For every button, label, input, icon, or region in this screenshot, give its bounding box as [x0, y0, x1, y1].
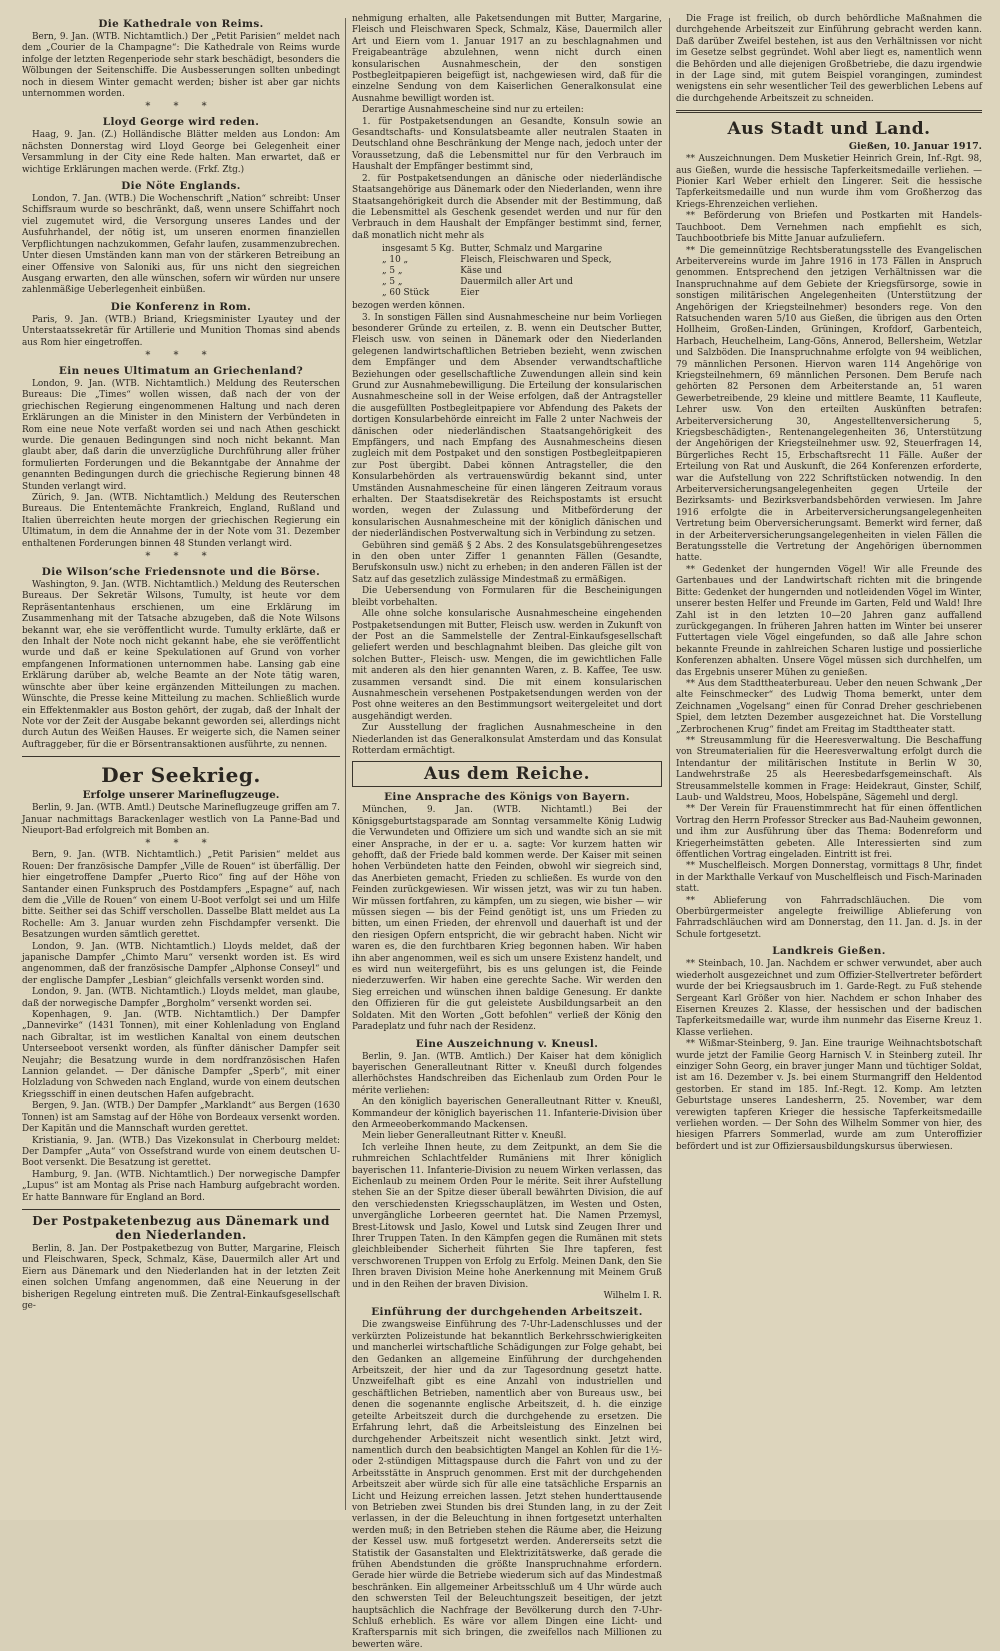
quantity-list — [382, 244, 618, 299]
section-rule — [676, 110, 982, 113]
article-text: Haag, 9. Jan. (Z.) Holländische Blätter melden aus London: Am nächsten Donnerstag wird Lloyd George bei Gelegenheit einer Versammlung in der City eine Rede halten. Man erwartet, daß er wichtige Erklärungen machen werde. (Frkf. Ztg.) — [22, 130, 340, 175]
article-title: Die Kathedrale von Reims. — [98, 18, 264, 30]
article-text: Alle ohne solche konsularische Ausnahmescheine eingehenden Postpaketsendungen mit Butter, Fleisch usw. werden in Zukunft von der Post an die Sammelstelle der Zentral-Einkaufsgesellschaft geliefert werden und beschlagnahmt bleiben. Das gleiche gilt von solchen Butter-, Fleisch- usw. Mengen, die im gewichtlichen Falle mit anderen als den hier genannten Waren, z. B. Kaffee, Tee usw. zusammen versandt sind. Die mit einem konsularischen Ausnahmeschein versehenen Postpaketsendungen werden von der Post ohne weiteres an den Bestimmungsort weitergeleitet und dort ausgehändigt werden. — [352, 609, 662, 722]
article-text: ** Wißmar-Steinberg, 9. Jan. Eine traurige Weihnachtsbotschaft wurde jetzt der Familie Georg Harnisch V. in Steinberg zuteil. Ihr einziger Sohn Georg, ein braver junger Mann und tüchtiger Soldat, ist am 16. Dezember v. Js. bei einem Sturmangriff den Heldentod gestorben. Er stand im 185. Inf.-Regt. 12. Komp. Am letzten Geburtstage unseres Landesherrn, 25. November, war dem verewigten tapferen Krieger die hessische Tapferkeitsmedaille verliehen worden. — Der Sohn des Wilhelm Sommer von hier, des hiesigen Pfarrers Sommerlad, wurde am zum Unteroffizier befördert und ist zur Offiziersausbildungskursus überwiesen. — [676, 1039, 982, 1152]
article-text: London, 9. Jan. (WTB. Nichtamtlich.) Meldung des Reuterschen Bureaus: Die „Times“ wollen wissen, daß nach der von der griechischen Regierung eingenommenen Haltung und nach deren Erklärungen an die Minister in den Ministern der Verbündeten in Rom eine neue Note verfaßt worden sei und nach Athen geschickt wurde. Die genauen Bedingungen sind noch nicht bekannt. Man glaubt aber, daß darin die unverzügliche Durchführung aller früher formulierten Forderungen und die Bekanntgabe der Annahme der genannten Bedingungen durch die griechische Regierung binnen 48 Stunden verlangt wird. — [22, 378, 340, 492]
article-title: Eine Ansprache des Königs von Bayern. — [384, 791, 630, 804]
article-title: Ein neues Ultimatum an Griechenland? — [58, 364, 304, 377]
article-text: ** Gedenket der hungernden Vögel! Wir alle Freunde des Gartenbaues und der Landwirtschaft richten mit die bringende Bitte: Gedenket der hungernden und notleidenden Vögel im Winter, unserer besten Helfer und Freunde im Garten, Feld und Wald! Ihre Zahl ist in den letzten 10—20 Jahren ganz auffallend zurückgegangen. In früheren Jahren hatten im Winter bei unserer Futtertagen viele Vögel eingefunden, so daß alle Jahre schon bekannte Freunde in zahlreichen Scharen lustige und possierliche Konferenzen abhalten. Unsere Vögel müssen sich durchhelfen, um das Ergebnis unserer Mühen zu genießen. — [676, 564, 982, 678]
article-text: Paris, 9. Jan. (WTB.) Briand, Kriegsminister Lyautey und der Unterstaatssekretär für Artillerie und Munition Thomas sind abends aus Rom hier eingetroffen. — [22, 314, 340, 348]
list-label: Dauermilch aller Art und — [460, 277, 573, 288]
article-title: Landkreis Gießen. — [772, 945, 886, 958]
article-title: Die Nöte Englands. — [121, 180, 241, 193]
list-qty: „ 5 „ — [382, 266, 403, 277]
article-text: Bergen, 9. Jan. (WTB.) Der Dampfer „Marklandt“ aus Bergen (1630 Tonnen) ist am Samstag auf der Höhe von Bordeaux versenkt worden. Der Kapitän und die Mannschaft wurden gerettet. — [22, 1101, 340, 1135]
separator-stars: * * * — [145, 838, 217, 850]
section-subtitle: Erfolge unserer Marineflugzeuge. — [82, 789, 280, 802]
separator-stars: * * * — [145, 349, 217, 361]
section-title: Aus dem Reiche. — [424, 764, 590, 785]
column-divider — [345, 18, 346, 1510]
article-text: Washington, 9. Jan. (WTB. Nichtamtlich.) Meldung des Reuterschen Bureaus. Der Sekretär Wilsons, Tumulty, ist heute vor dem Repräsentantenhaus erschienen, um eine Erklärung im Zusammenhang mit der Tatsache abzugeben, daß die Note Wilsons bekannt war, ehe sie veröffentlicht wurde. Tumulty erklärte, daß er den Inhalt der Note noch nicht gekannt habe, ehe sie veröffentlicht wurde und daß er keine Spekulationen auf Grund von vorher empfangenen Informationen unternommen habe. Lansing gab eine Erklärung darüber ab, welche Beamte an der Note tätig waren, wünschte aber über keine ergänzenden Mitteilungen zu machen. Wünschte, die Presse keine Mitteilung zu machen. Schließlich wurde ein Effektenmakler aus Boston gehört, der zugab, daß der Inhalt der Note vor der Zeit der Ausgabe bekannt geworden sei, allerdings nicht durch Autun des Weißen Hauses. Er weigerte sich, die Namen seiner Auftraggeber, für die er Börsentransaktionen ausführte, zu nennen. — [22, 580, 340, 750]
article-title: Lloyd George wird reden. — [102, 116, 260, 129]
list-qty: „ 60 Stück — [382, 288, 430, 299]
list-item — [382, 255, 618, 266]
article-text: Die Frage ist freilich, ob durch behördliche Maßnahmen die durchgehende Arbeitszeit zur Einführung gebracht werden kann. Daß darüber Zweifel bestehen, ist aus den Verhältnissen vor nicht im Gesetze selbst gegründet. Wohl aber liegt es, namentlich wenn die Behörden und alle diejenigen Großbetriebe, die dazu irgendwie in der Lage sind, mit gutem Beispiel vorangingen, zumindest wenigstens ein sehr wesentlicher Teil des gewerblichen Lebens auf die durchgehende Arbeitszeit zu schneiden. — [676, 14, 982, 104]
section-rule — [22, 756, 340, 757]
article-text: ** Aus dem Stadttheaterbureau. Ueber den neuen Schwank „Der alte Feinschmecker“ des Ludwig Thoma bemerkt, unter dem Zeichnamen „Vogelsang“ einen für Conrad Dreher geschriebenen Spiel, dem letzten Dezember ausgezeichnet hat. Die Vorstellung „Zerbrochenen Krug“ findet am Freitag im Stadttheater statt. — [676, 678, 982, 735]
article-text: Berlin, 8. Jan. Der Postpaketbezug von Butter, Margarine, Fleisch und Fleischwaren, Speck, Schmalz, Käse, Dauermilch aller Art und Eiern aus Dänemark und den Niederlanden hat in der letzten Zeit einen solchen Umfang angenommen, daß eine Neuerung in der bisherigen Regelung eintreten muß. Die Zentral-Einkaufsgesellschaft ge- — [22, 1243, 340, 1311]
article-text: 3. In sonstigen Fällen sind Ausnahmescheine nur beim Vorliegen besonderer Gründe zu erteilen, z. B. wenn ein Deutscher Butter, Fleisch usw. von seinen in Dänemark oder den Niederlanden gelegenen landwirtschaftlichen Betrieben bezieht, wenn zwischen dem Empfänger und dem Absender verwandtschaftliche Beziehungen oder gesellschaftliche Zuwendungen allein sind kein Grund zur Ausnahmebewilligung. Die Erteilung der konsularischen Ausnahmescheine soll in der Weise erfolgen, daß der Antragsteller die ausgefüllten Postbegleitpapiere vor Abfendung des Pakets der dortigen Konsularbehörde einreicht im Falle 2 unter Nachweis der dänischen oder niederländischen Staatsangehörigkeit des Empfängers, und nach Empfang des Ausnahmescheins diesen zugleich mit dem Postpaket und den sonstigen Postbegleitpapieren zur Post übergibt. Dabei können Antragsteller, die den Konsularbehörden als vertrauenswürdig bekannt sind, unter Umständen Ausnahmescheine für einen längeren Zeitraum voraus erhalten. Der Staatsdisekretär des Reichspostamts ist ersucht worden, wegen der Zulassung und Mitbeförderung der konsularischen Ausnahmescheine mit der königlich dänischen und der niederländischen Postverwaltung sich in Verbindung zu setzen. — [352, 312, 662, 540]
article-text: An den königlich bayerischen Generalleutnant Ritter v. Kneußl, Kommandeur der königlich bayerischen 11. Infanterie-Division über den Armeeoberkommando Mackensen. — [352, 1097, 662, 1130]
separator-stars: * * * — [145, 551, 217, 563]
article-title: Einführung der durchgehenden Arbeitszeit. — [371, 1306, 643, 1319]
article-text: Bern, 9. Jan. (WTB. Nichtamtlich.) Der „Petit Parisien“ meldet nach dem „Courier de la Champagne“: Die Kathedrale von Reims wurde infolge der letzten Regenperiode sehr stark beschädigt, besonders die Wölbungen der Seitenschiffe. Die Ausbesserungen sollten unbedingt noch in diesem Winter gemacht werden; bisher ist aber gar nichts unternommen worden. — [22, 32, 340, 100]
list-qty: insgesamt 5 Kg. — [382, 244, 455, 255]
article-text: nehmigung erhalten, alle Paketsendungen mit Butter, Margarine, Fleisch und Fleischwaren Speck, Schmalz, Käse, Dauermilch aller Art und Eiern vom 1. Januar 1917 an zu beschlagnahmen und Freigabeanträge abzulehnen, wenn nicht durch einen konsularischen Ausnahmeschein, der den sonstigen Postbegleitpapieren beigefügt ist, nachgewiesen wird, daß für die einzelne Sendung von dem Kaiserlichen Generalkonsulat eine Ausnahme bewilligt worden ist. — [352, 14, 662, 104]
article-text: Berlin, 9. Jan. (WTB. Amtl.) Deutsche Marineflugzeuge griffen am 7. Januar nachmittags Barackenlager westlich von La Panne-Bad und Nieuport-Bad erfolgreich mit Bomben an. — [22, 803, 340, 836]
article-text: ** Ablieferung von Fahrradschläuchen. Die vom Oberbürgermeister angelegte freiwillige Ablieferung von Fahrradschläuchen wird am Donnerstag, den 11. Jan. d. Js. in der Schule fortgesetzt. — [676, 895, 982, 940]
separator-stars: * * * — [145, 101, 217, 113]
list-label: Butter, Schmalz und Margarine — [460, 244, 603, 255]
article-text: 2. für Postpaketsendungen an dänische oder niederländische Staatsangehörige aus Dänemark oder den Niederlanden, wenn ihre Staatsangehörigkeit durch die Absender mit der Bestimmung, daß die Lebensmittel als Geschenk gesendet werden und nur für den Verbrauch in dem Haushalt der Empfänger bestimmt sind, ferner, daß monatlich nicht mehr als — [352, 173, 662, 241]
article-text: Derartige Ausnahmescheine sind nur zu erteilen: — [362, 105, 584, 116]
list-item — [382, 277, 618, 288]
section-title: Der Seekrieg. — [101, 763, 261, 788]
article-text: Gebühren sind gemäß § 2 Abs. 2 des Konsulatsgebührengesetzes in den oben unter Ziffer 1 genannten Fällen (Gesandte, Berufskonsuln usw.) nicht zu erheben; in den anderen Fällen ist der Satz auf das gesetzlich zulässige Mindestmaß zu ermäßigen. — [352, 540, 662, 585]
list-label: Eier — [460, 288, 480, 299]
article-text: Hamburg, 9. Jan. (WTB. Nichtamtlich.) Der norwegische Dampfer „Lupus“ ist am Montag als Prise nach Hamburg aufgebracht worden. Er hatte Bannware für England an Bord. — [22, 1169, 340, 1203]
dateline: Gießen, 10. Januar 1917. — [848, 141, 982, 153]
article-text: München, 9. Jan. (WTB. Nichtamtl.) Bei der Königsgeburtstagsparade am Sonntag versammelte König Ludwig die Verwundeten und Offiziere um sich und wandte sich an sie mit einer Ansprache, in der er u. a. sagte: Vor kurzem hatten wir gehofft, daß der Friede bald kommen werde. Der Kaiser mit seinen hohen Verbündeten hatte den Feinden, obwohl wir siegreich sind, das Anerbieten gemacht, Frieden zu schließen. Es wurde von den Feinden zurückgewiesen. Wir wissen jetzt, was wir zu tun haben. Wir müssen fortfahren, zu kämpfen, um zu siegen, wie bisher — wir müssen siegen — bis der Feind genötigt ist, uns um Frieden zu bitten, um einen Frieden, der ehrenvoll und dauerhaft ist und der den riesigen Opfern entspricht, die wir gebracht haben. Nicht wir waren es, die den furchtbaren Krieg begonnen haben. Wir haben ihn aber angenommen, weil es sich um unsere Existenz handelt, und es wird nun weitergeführt, bis es uns gelungen ist, die Feinde niederzuwerfen. Wir haben eine gerechte Sache. Wir werden den Sieg erreichen und wünschen ihnen baldige Genesung. Er dankte den Offizieren für die gut geleistete Ausbildungsarbeit an den Soldaten. Mit den Worten „Gott befohlen“ verließ der König den Paradeplatz und fuhr nach der Residenz. — [352, 805, 662, 1033]
article-text: ** Muschelfleisch. Morgen Donnerstag, vormittags 8 Uhr, findet in der Markthalle Verkauf von Muschelfleisch und Fisch-Marinaden statt. — [676, 861, 982, 895]
article-text: Ich verleihe Ihnen heute, zu dem Zeitpunkt, an dem Sie die ruhmreichen Schlachtfelder Rumäniens mit Ihrer königlich bayerischen 11. Infanterie-Division zu neuem Wirken verlassen, das Eichenlaub zu meinem Orden Pour le mérite. Seit ihrer Aufstellung stehen Sie an der Spitze dieser überall bewährten Division, die auf den verschiedensten Kriegsschauplätzen, im Westen und Osten, unvergängliche Lorbeeren geerntet hat. Die Namen Przemysl, Brest-Litowsk und Jaslo, Kowel und Lutsk sind Zeugen Ihrer und Ihrer Truppen Taten. In den Kämpfen gegen die Rumänen mit stets gleichbleibender Sicherheit führten Sie Ihre tapferen, fest verschworenen Truppen von Erfolg zu Erfolg. Meinen Dank, den Sie Ihren braven Division Meine hohe Anerkennung mit Meinem Gruß und in den Reihen der braven Division. — [352, 1142, 662, 1290]
column-divider — [669, 18, 670, 1510]
article-text: ** Auszeichnungen. Dem Musketier Heinrich Grein, Inf.-Rgt. 98, aus Gießen, wurde die hessische Tapferkeitsmedaille verliehen. — Pionier Karl Weber erhielt den Lingerer. Seit die hessische Tapferkeitsmedaille und nun wurde ihm vom Großherzog das Kriegs-Ehrenzeichen verliehen. — [676, 154, 982, 210]
list-qty: „ 5 „ — [382, 277, 403, 288]
article-text: ** Beförderung von Briefen und Postkarten mit Handels-Tauchboot. Dem Vernehmen nach empfiehlt es sich, Tauchbootbriefe bis Mitte Januar aufzuliefern. — [676, 211, 982, 245]
article-text: Die Uebersendung von Formularen für die Bescheinigungen bleibt vorbehalten. — [352, 586, 662, 608]
section-title: Aus Stadt und Land. — [727, 119, 931, 140]
list-item — [382, 288, 618, 299]
article-text: London, 9. Jan. (WTB. Nichtamtlich.) Lloyds meldet, man glaube, daß der norwegische Dampfer „Borgholm“ versenkt worden sei. — [22, 987, 340, 1009]
section-header-box — [352, 761, 662, 787]
list-label: Käse und — [460, 266, 502, 277]
list-item — [382, 244, 618, 255]
article-text: Kopenhagen, 9. Jan. (WTB. Nichtamtlich.) Der Dampfer „Dannevirke“ (1431 Tonnen), mit einer Kohlenladung von England nach Gibraltar, ist im westlichen Kanaltal von einem deutschen Unterseeboot versenkt worden, als fünfter dänischer Dampfer seit Neujahr; die Besatzung wurde in dem nordfranzösischen Hafen Lannion gelandet. — Der dänische Dampfer „Sperb“, mit einer Holzladung von Schweden nach England, wurde von einem deutschen Kriegsschiff in einen deutschen Hafen aufgebracht. — [22, 1010, 340, 1100]
article-text: Zur Ausstellung der fraglichen Ausnahmescheine in den Niederlanden ist das Generalkonsulat Amsterdam und das Konsulat Rotterdam ermächtigt. — [352, 723, 662, 756]
list-label: Fleisch, Fleischwaren und Speck, — [460, 255, 612, 266]
article-text: Bern, 9. Jan. (WTB. Nichtamtlich.) „Petit Parisien“ meldet aus Rouen: Der französische Dampfer „Ville de Rouen“ ist überfällig. Der hier eingetroffene Dampfer „Puerto Rico“ fing auf der Höhe von Santander einen Funkspruch des Postdampfers „Espagne“ auf, nach dem die „Ville de Rouen“ von einem U-Boot verfolgt sei und um Hilfe bitte. Seither sei das Schiff verschollen. Dasselbe Blatt meldet aus La Rochelle: Am 3. Januar wurden zehn Fischdampfer versenkt. Die Besatzungen wurden sämtlich gerettet. — [22, 850, 340, 941]
article-text: London, 9. Jan. (WTB. Nichtamtlich.) Lloyds meldet, daß der japanische Dampfer „Chimto Maru“ versenkt worden ist. Es wird angenommen, daß der französische Dampfer „Alphonse Conseyl“ und der englische Dampfer „Lesbian“ gleichfalls versenkt worden sind. — [22, 941, 340, 986]
column-left — [22, 14, 340, 1510]
article-title: Die Wilson’sche Friedensnote und die Börse. — [41, 566, 321, 579]
signature: Wilhelm I. R. — [603, 1291, 662, 1302]
article-text: bezogen werden können. — [352, 301, 465, 312]
article-text: Die zwangsweise Einführung des 7-Uhr-Ladenschlusses und der verkürzten Polizeistunde hat bekanntlich Berkehrsschwierigkeiten und mancherlei wirtschaftliche Schädigungen zur Folge gehabt, bei den Gedanken an allgemeine Einführung der durchgehenden Arbeitszeit, der hier und da zur Tagesordnung gesetzt hatte. Unzweifelhaft gibt es eine Anzahl von industriellen und geschäftlichen Betrieben, namentlich aber von Bureaus usw., bei denen die sogenannte englische Arbeitszeit, d. h. die einzige geteilte Arbeitszeit durch die durchgehende zu ersetzen. Die Erfahrung lehrt, daß die Arbeitsleistung des Einzelnen bei durchgehender Arbeitszeit nicht wesentlich sinkt. Jetzt wird, namentlich durch den beabsichtigten Mangel an Kohlen für die 1½- oder 2-stündigen Mittagspause durch die Fahrt von und zu der Arbeitsstätte in Anspruch genommen. Erst mit der durchgehenden Arbeitszeit aber würde sich für alle eine tatsächliche Ersparnis an Licht und Heizung erreichen lassen. Jetzt stehen hunderttausende von Betrieben zwei Stunden bis drei Stunden lang, in zu der Zeit verlassen, in der die Beleuchtung in ihnen fortgesetzt unterhalten werden muß; in den Betrieben stehen die Räume aber, die Heizung der Kessel usw. muß fortgesetzt werden. Andererseits setzt die Statistik der Gasanstalten und Elektrizitätswerke, daß gerade die frühen Abendstunden die größte Inanspruchnahme erfordern. Gerade hier würde die Betriebe wiederum sich auf das Mindestmaß beschränken. Ein allgemeiner Arbeitsschluß um 4 Uhr würde auch den schwersten Teil der Beleuchtungszeit beseitigen, der jetzt hauptsächlich die Nachfrage der Bevölkerung durch den 7-Uhr-Schluß erheblich. Es wäre vor allem Dingen eine Licht- und Kraftersparnis mit sich bringen, die zweifellos nach Millionen zu bewerten wäre. — [352, 1320, 662, 1650]
article-text: Berlin, 9. Jan. (WTB. Amtlich.) Der Kaiser hat dem königlich bayerischen Generalleutnant Ritter v. Kneußl durch folgendes allerhöchstes Handschreiben das Eichenlaub zum Orden Pour le mérite verliehen: — [352, 1051, 662, 1096]
article-title: Eine Auszeichnung v. Kneusl. — [415, 1037, 599, 1050]
column-right — [676, 14, 982, 1510]
article-text: ** Der Verein für Frauenstimmrecht hat für einen öffentlichen Vortrag den Herrn Professor Strecker aus Bad-Nauheim gewonnen, und ihm zur Ausführung über das Thema: Bodenreform und Kriegerheimstätten gebeten. Alle Interessierten sind zum öffentlichen Vortrag eingeladen. Eintritt ist frei. — [676, 804, 982, 861]
article-text: Mein lieber Generalleutnant Ritter v. Kneußl. — [362, 1131, 567, 1142]
list-qty: „ 10 „ — [382, 255, 409, 266]
section-rule — [22, 1209, 340, 1210]
article-text: Kristiania, 9. Jan. (WTB.) Das Vizekonsulat in Cherbourg meldet: Der Dampfer „Auta“ von Ossefstrand wurde von einem deutschen U-Boot versenkt. Die Besatzung ist gerettet. — [22, 1135, 340, 1169]
article-text: ** Die gemeinnützige Rechtsberatungsstelle des Evangelischen Arbeitervereins wurde im Jahre 1916 in 173 Fällen in Anspruch genommen. Entsprechend den jetzigen Verhältnissen war die Inanspruchnahme auf dem Gebiete der Kriegsfürsorge, sowie in sonstigen militärischen Angelegenheiten (Unterstützung der Angehörigen der Kriegsteilnehmer) besonders rege. Von den Ratsuchenden waren 5/10 aus Gießen, die übrigen aus den Orten Hollheim, Großen-Linden, Grüningen, Krofdorf, Garbenteich, Harbach, Heuchelheim, Lang-Göns, Annerod, Bellersheim, Wetzlar und Salzböden. Die Inanspruchnahme erfolgte von 94 weiblichen, 79 männlichen Personen. Hiervon waren 114 Angehörige von Kriegsteilnehmern, 69 männlichen Personen. Dem Berufe nach gehörten 82 Personen dem Arbeiterstande an, 51 waren Gewerbetreibende, 29 kleine und mittlere Beamte, 11 Kaufleute, Lehrer usw. Von den erteilten Auskünften betrafen: Arbeiterversicherung 30, Angestelltenversicherung 5, Kriegsbeschädigten-, Rentenangelegenheiten 36, Unterstützung der Angehörigen der Kriegsteilnehmer usw. 92, Steuerfragen 14, Bürgerliches Recht 15, Erbschaftsrecht 11 Fälle. Außer der Erteilung von Rat und Auskunft, die 264 Konferenzen erforderte, war die Aufstellung von 222 Schriftstücken notwendig. In den Arbeiterversicherungsangelegenheiten gegen Urteile der Bezirksamts- und Bezirksverbandsbehörden verwiesen. Im Jahre 1916 erfolgte die in Arbeiterversicherungsangelegenheiten Vertretung beim Oberversicherungsamt. Bemerkt wird ferner, daß in der Arbeiterversicherungsangelegenheiten in vielen Fällen die Beratungsstelle die Vertretung der Angehörigen übernommen hatte. — [676, 245, 982, 564]
article-text: ** Steinbach, 10. Jan. Nachdem er schwer verwundet, aber auch wiederholt ausgezeichnet und zum Offizier-Stellvertreter befördert wurde der bei Kriegsausbruch im 1. Garde-Regt. zu Fuß stehende Sergeant Karl Größer von hier. Nachdem er schon Inhaber des Eisernen Kreuzes 2. Klasse, der hessischen und der badischen Tapferkeitsmedaille war, wurde ihm nunmehr das Eiserne Kreuz 1. Klasse verliehen. — [676, 959, 982, 1038]
article-text: London, 7. Jan. (WTB.) Die Wochenschrift „Nation“ schreibt: Unser Schiffsraum wurde so beschränkt, daß, wenn unsere Schiffahrt noch viel zugemutet wird, die Versorgung unseres Landes und der Ausfuhrhandel, der nötig ist, um unseren enormen finanziellen Verpflichtungen nachzukommen, Gefahr laufen, zusammenzubrechen. Unter diesen Umständen kann man von der stärkeren Betreibung an einer Offensive von Saloniki aus, für uns nicht den siegreichen Ausgang erwarten, den alle wünschen, sofern wir würden nur unsere zahlenmäßige Ueberlegenheit einbüßen. — [22, 194, 340, 296]
column-middle — [352, 14, 662, 1650]
article-text: ** Streusammlung für die Heeresverwaltung. Die Beschaffung von Streumaterialien für die Heeresverwaltung erfolgt durch die Intendantur der militärischen Institute in Berlin W 30, Landwehrstraße 25 als Heeresbedarfsgemeinschaft. Als Streusammelstelle kommen in Frage: Heidekraut, Ginster, Schilf, Laub- und Waldstreu, Moos, Hobelspäne, Sägemehl und dergl. — [676, 735, 982, 803]
article-text: Zürich, 9. Jan. (WTB. Nichtamtlich.) Meldung des Reuterschen Bureaus. Die Ententemächte Frankreich, England, Rußland und Italien überreichten heute morgen der griechischen Regierung ein Ultimatum, in dem die Annahme der in der Note vom 31. Dezember enthaltenen Forderungen binnen 48 Stunden verlangt wird. — [22, 493, 340, 549]
article-title: Die Konferenz in Rom. — [110, 300, 252, 313]
article-text: 1. für Postpaketsendungen an Gesandte, Konsuln sowie an Gesandtschafts- und Konsulatsbeamte aller neutralen Staaten in Deutschland ohne Beschränkung der Menge nach, jedoch unter der Voraussetzung, daß die Lebensmittel nur für den Verbrauch im Haushalt der Empfänger bestimmt sind, — [352, 116, 662, 173]
article-title: Der Postpaketenbezug aus Dänemark und den Niederlanden. — [32, 1213, 330, 1242]
list-item — [382, 266, 618, 277]
